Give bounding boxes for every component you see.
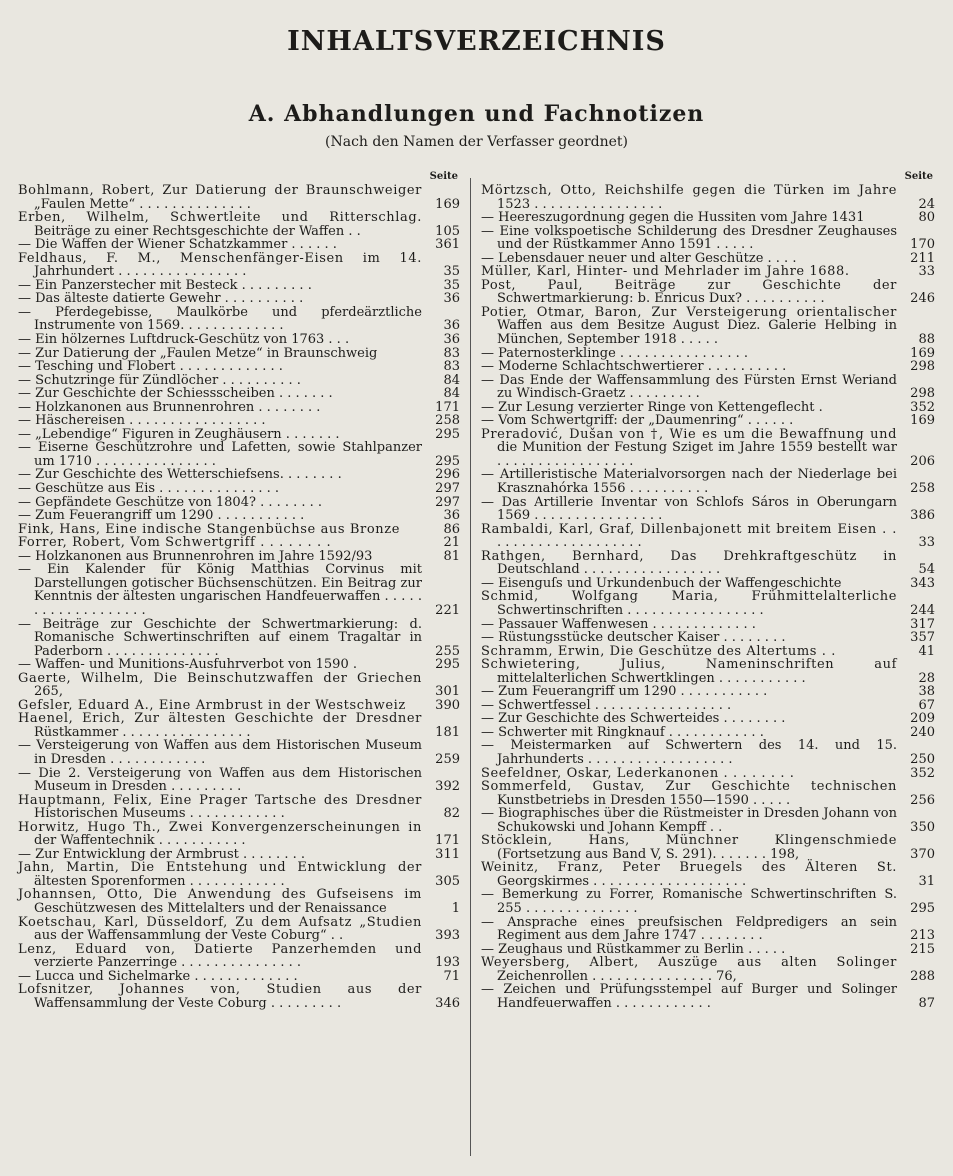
toc-entry-page: 317 [910,616,935,632]
toc-entry-title: Schramm, Erwin, Die Geschütze des Altertums . . [481,643,836,659]
toc-entry-page: 258 [910,481,935,497]
toc-entry-title: — Zum Feuerangriff um 1290 . . . . . . . . . . . [18,508,305,524]
toc-entry [18,672,460,699]
toc-entry [481,468,935,495]
column-divider [470,178,471,1156]
toc-entry-page: 352 [910,399,935,415]
toc-entry-page: 36 [443,318,460,334]
toc-entry-title: — Holzkanonen aus Brunnenrohren . . . . . . . . [18,399,321,415]
toc-entry-title: — Das Ende der Waffensammlung des Fürsten Ernst Weriand zu Windisch-Graetz . . . . . . . . . [481,372,897,402]
toc-entry [18,414,460,428]
toc-entry [18,848,460,862]
toc-entry [481,347,935,361]
toc-entry-title: Schwietering, Julius, Nameninschriften auf mittelalterlichen Schwertklingen . . . . . . . . . . . [481,657,897,686]
toc-entry-title: — Zur Geschichte des Wetterschiefsens. . . . . . . . [18,467,342,483]
toc-entry-page: 386 [910,508,935,524]
toc-entry-title: — Lucca und Sichelmarke . . . . . . . . . . . . . [18,968,298,984]
toc-entry [481,252,935,266]
toc-entry-page: 255 [435,643,460,659]
toc-entry [18,983,460,1010]
toc-entry-title: — Schwerter mit Ringknauf . . . . . . . . . . . . [481,724,764,740]
toc-entry-page: 297 [435,494,460,510]
toc-entry [481,834,935,861]
toc-entry [18,401,460,415]
toc-entry-page: 244 [910,602,935,618]
section-subtitle: (Nach den Namen der Verfasser geordnet) [325,134,628,150]
toc-entry [481,265,935,279]
toc-entry-title: Lofsnitzer, Johannes von, Studien aus der Waffensammlung der Veste Coburg . . . . . . . . . [18,982,422,1011]
toc-entry-page: 392 [435,779,460,795]
toc-entry [481,645,935,659]
toc-entry [481,767,935,781]
toc-entry-page: 28 [918,670,935,686]
toc-entry-page: 357 [910,630,935,646]
toc-entry-title: Rambaldi, Karl, Graf, Dillenbajonett mit breitem Eisen . . . . . . . . . . . . . . . . . . . . [481,521,897,551]
toc-entry-page: 33 [918,264,935,280]
toc-entry-page: 259 [435,751,460,767]
toc-entry [18,441,460,468]
toc-entry [18,482,460,496]
toc-entry-title: — Ein hölzernes Luftdruck-Geschütz von 1763 . . . [18,332,350,348]
right-entry-list [481,184,935,1010]
toc-entry-title: — Häschereisen . . . . . . . . . . . . . . . . . [18,413,266,429]
page-column-label: Seite [429,171,458,182]
toc-entry [481,401,935,415]
toc-entry-title: Erben, Wilhelm, Schwertleite und Ritterschlag. Beiträge zu einer Rechtsgeschichte der Waffen . . [18,210,422,239]
toc-entry-title: — Eisenguſs und Urkundenbuch der Waffengeschichte [481,575,842,591]
toc-entry-title: — Heereszugordnung gegen die Hussiten vom Jahre 1431 [481,210,865,226]
toc-entry-title: — Zeichen und Prüfungsstempel auf Burger und Solinger Handfeuerwaffen . . . . . . . . . . . . [481,982,897,1011]
toc-entry [481,577,935,591]
toc-entry [481,360,935,374]
toc-entry [18,536,460,550]
toc-entry-page: 390 [435,697,460,713]
toc-entry [18,739,460,766]
toc-entry [18,888,460,915]
toc-entry-page: 215 [910,941,935,957]
toc-entry [481,726,935,740]
toc-entry [18,916,460,943]
toc-entry-title: Weyersberg, Albert, Auszüge aus alten Solinger Zeichenrollen . . . . . . . . . . . . . . . 76, [481,955,897,984]
toc-entry [18,428,460,442]
toc-entry [18,658,460,672]
toc-entry-page: 24 [918,196,935,212]
toc-entry [18,347,460,361]
toc-entry-page: 258 [435,413,460,429]
toc-entry-page: 295 [435,426,460,442]
toc-entry-title: Gefsler, Eduard A., Eine Armbrust in der Westschweiz [18,697,406,713]
toc-entry [18,550,460,564]
toc-entry-title: — Bemerkung zu Forrer, Romanische Schwertinschriften S. 255 . . . . . . . . . . . . . . [481,887,897,916]
toc-entry [18,618,460,659]
toc-entry [481,888,935,915]
toc-entry-page: 213 [910,928,935,944]
page-column-label: Seite [904,171,933,182]
toc-entry [481,550,935,577]
right-column [481,170,935,1010]
toc-entry-page: 83 [443,345,460,361]
toc-entry [18,794,460,821]
toc-entry [18,712,460,739]
toc-entry-page: 352 [910,765,935,781]
toc-entry-title: — Pferdegebisse, Maulkörbe und pferdeärztliche Instrumente von 1569. . . . . . . . . . . . . [18,304,422,334]
toc-entry-title: — Passauer Waffenwesen . . . . . . . . . . . . . [481,616,756,632]
toc-entry-title: — Waffen- und Munitions-Ausfuhrverbot von 1590 . [18,657,357,673]
toc-entry-title: — Versteigerung von Waffen aus dem Historischen Museum in Dresden . . . . . . . . . . . . [18,738,422,767]
toc-entry-title: — Holzkanonen aus Brunnenrohren im Jahre 1592/93 [18,548,373,564]
toc-entry-title: — Eine volkspoetische Schilderung des Dresdner Zeughauses und der Rüstkammer Anno 1591 . . . . . [481,223,897,253]
toc-entry-page: 209 [910,711,935,727]
toc-entry-title: — Zur Geschichte der Schiessscheiben . . . . . . . [18,386,333,402]
toc-entry-title: — Zeughaus und Rüstkammer zu Berlin . . . . . [481,941,786,957]
toc-entry-title: Johannsen, Otto, Die Anwendung des Gufseisens im Geschützwesen des Mittelalters und der Renaissance [18,887,422,916]
toc-entry-page: 346 [435,995,460,1011]
toc-entry-page: 84 [443,386,460,402]
toc-entry [18,184,460,211]
toc-entry-title: Schmid, Wolfgang Maria, Frühmittelalterliche Schwertinschriften . . . . . . . . . . . . . . . . . [481,589,897,618]
toc-entry-page: 169 [435,196,460,212]
toc-entry-title: Horwitz, Hugo Th., Zwei Konvergenzerscheinungen in der Waffentechnik . . . . . . . . . . . [18,819,422,849]
toc-entry-title: — Schwertfessel . . . . . . . . . . . . . . . . . [481,697,732,713]
toc-entry-page: 211 [910,250,935,266]
toc-entry-title: — Zur Geschichte des Schwerteides . . . . . . . . [481,711,786,727]
toc-entry-title: Weinitz, Franz, Peter Bruegels des Älteren St. Georgskirmes . . . . . . . . . . . . . . . . . . . [481,860,897,889]
toc-entry [18,374,460,388]
toc-entry [481,631,935,645]
toc-entry-title: — Die Waffen der Wiener Schatzkammer . . . . . . [18,237,337,253]
toc-entry-page: 83 [443,359,460,375]
toc-entry [481,428,935,469]
toc-entry-page: 171 [435,399,460,415]
toc-entry [18,821,460,848]
toc-entry-page: 193 [435,955,460,971]
toc-entry-page: 305 [435,873,460,889]
toc-entry-page: 221 [435,602,460,618]
toc-entry [481,739,935,766]
toc-entry-title: — Beiträge zur Geschichte der Schwertmarkierung: d. Romanische Schwertinschriften auf einem Tragaltar in Paderborn . . . . . . . . . . . . . . [18,616,422,659]
toc-entry-title: — „Lebendige“ Figuren in Zeughäusern . . . . . . . [18,426,340,442]
toc-entry [481,658,935,685]
toc-entry-page: 81 [443,548,460,564]
left-column [18,170,460,1010]
toc-entry-title: — Zum Feuerangriff um 1290 . . . . . . . . . . . [481,684,768,700]
toc-entry-title: — Schutzringe für Zündlöcher . . . . . . . . . . [18,372,301,388]
page-title: INHALTSVERZEICHNIS [287,26,666,57]
toc-entry [18,509,460,523]
toc-entry-title: Bohlmann, Robert, Zur Datierung der Braunschweiger „Faulen Mette“ . . . . . . . . . . . . . . [18,183,422,212]
toc-entry-page: 54 [918,562,935,578]
toc-entry [481,956,935,983]
toc-entry-page: 296 [435,467,460,483]
toc-entry-page: 1 [451,900,460,916]
toc-entry-page: 41 [918,643,935,659]
toc-entry-page: 288 [910,968,935,984]
toc-entry-title: Fink, Hans, Eine indische Stangenbüchse aus Bronze [18,521,401,537]
toc-entry [481,916,935,943]
toc-entry [481,211,935,225]
toc-entry-title: Müller, Karl, Hinter- und Mehrlader im Jahre 1688. [481,264,850,280]
toc-entry-page: 87 [918,995,935,1011]
toc-entry-page: 169 [910,345,935,361]
toc-entry-title: — Biographisches über die Rüstmeister in Dresden Johann von Schukowski und Johann Kempff . . [481,806,897,835]
toc-entry-title: — Artilleristische Materialvorsorgen nach der Niederlage bei Krasznahórka 1556 . . . . . . . . . . [481,467,897,497]
toc-entry [481,414,935,428]
toc-entry [18,360,460,374]
toc-entry [481,496,935,523]
toc-entry [481,712,935,726]
toc-entry-page: 256 [910,792,935,808]
toc-entry [18,292,460,306]
toc-entry-page: 350 [910,819,935,835]
toc-entry-title: — Lebensdauer neuer und alter Geschütze . . . . [481,250,797,266]
toc-entry-page: 206 [910,453,935,469]
toc-entry [481,780,935,807]
toc-entry-title: Jahn, Martin, Die Entstehung und Entwicklung der ältesten Sporenformen . . . . . . . . . . . . [18,860,422,889]
toc-entry-page: 35 [443,277,460,293]
toc-entry [481,699,935,713]
toc-entry [481,861,935,888]
toc-entry [18,943,460,970]
toc-entry-page: 82 [443,806,460,822]
toc-entry-page: 298 [910,359,935,375]
toc-entry-title: — Das Artillerie Inventar von Schlofs Sáros in Oberungarn 1569 . . . . . . . . . . . . . . . . [481,494,897,524]
toc-entry [481,225,935,252]
toc-entry [481,983,935,1010]
toc-entry-title: — Die 2. Versteigerung von Waffen aus dem Historischen Museum in Dresden . . . . . . . . . [18,765,422,795]
toc-entry-page: 169 [910,413,935,429]
toc-entry [18,699,460,713]
toc-entry-title: Feldhaus, F. M., Menschenfänger-Eisen im 14. Jahrhundert . . . . . . . . . . . . . . . . [18,250,422,280]
toc-entry [18,333,460,347]
toc-entry-page: 84 [443,372,460,388]
toc-entry [18,523,460,537]
toc-entry-page: 105 [435,223,460,239]
toc-entry-title: Post, Paul, Beiträge zur Geschichte der Schwertmarkierung: b. Enricus Dux? . . . . . . . . . . [481,277,897,307]
toc-entry [18,970,460,984]
toc-entry-title: Gaerte, Wilhelm, Die Beinschutzwaffen der Griechen 265, [18,670,422,700]
toc-entry [481,590,935,617]
toc-entry-title: — Rüstungsstücke deutscher Kaiser . . . . . . . . [481,630,786,646]
toc-entry-title: — Ansprache eines preufsischen Feldpredigers an sein Regiment aus dem Jahre 1747 . . . . . . . . [481,914,897,944]
toc-entry-title: Sommerfeld, Gustav, Zur Geschichte technischen Kunstbetriebs in Dresden 1550—1590 . . . . . [481,779,897,808]
toc-entry-title: Potier, Otmar, Baron, Zur Versteigerung orientalischer Waffen aus dem Besitze August Diez. Galerie Helbing in München, September 1918 . . . . . [481,304,897,348]
toc-entry-title: — Paternosterklinge . . . . . . . . . . . . . . . . [481,345,748,361]
toc-entry-page: 246 [910,291,935,307]
toc-entry-title: — Gepfändete Geschütze von 1804? . . . . . . . . [18,494,323,510]
toc-entry-page: 71 [443,968,460,984]
toc-entry [481,943,935,957]
toc-entry-page: 86 [443,521,460,537]
toc-entry-page: 295 [435,657,460,673]
toc-entry [18,767,460,794]
toc-entry-page: 170 [910,237,935,253]
toc-entry-title: Lenz, Eduard von, Datierte Panzerhemden und verzierte Panzerringe . . . . . . . . . . . . . . . [18,941,422,971]
toc-entry-title: — Zur Lesung verzierter Ringe von Kettengeflecht . [481,399,823,415]
toc-entry-title: — Eiserne Geschützrohre und Lafetten, sowie Stahlpanzer um 1710 . . . . . . . . . . . . . . . [18,440,422,469]
toc-entry-page: 88 [918,332,935,348]
toc-entry-page: 250 [910,751,935,767]
toc-entry-title: Koetschau, Karl, Düsseldorf, Zu dem Aufsatz „Studien aus der Waffensammlung der Veste Coburg“ . . [18,914,422,944]
toc-entry [481,618,935,632]
toc-entry [18,563,460,617]
toc-entry [18,468,460,482]
toc-entry [18,211,460,238]
toc-entry-page: 370 [910,846,935,862]
toc-entry [481,306,935,347]
toc-entry-page: 298 [910,386,935,402]
toc-entry-title: Haenel, Erich, Zur ältesten Geschichte der Dresdner Rüstkammer . . . . . . . . . . . . . . . . [18,711,422,740]
toc-entry-title: — Meistermarken auf Schwertern des 14. und 15. Jahrhunderts . . . . . . . . . . . . . . . . . . [481,738,897,767]
toc-entry-page: 36 [443,508,460,524]
toc-entry-page: 295 [910,900,935,916]
toc-entry-title: Forrer, Robert, Vom Schwertgriff . . . . . . . . [18,535,332,551]
toc-entry-title: — Zur Datierung der „Faulen Metze“ in Braunschweig [18,345,378,361]
toc-entry-title: — Ein Kalender für König Matthias Corvinus mit Darstellungen gotischer Büchsenschützen. Ein Beitrag zur Kenntnis der ältesten ungarischen Handfeuerwaffen . . . . . . . . . . . . . . . . . . . [18,562,422,618]
toc-entry [18,252,460,279]
toc-entry-page: 295 [435,453,460,469]
toc-entry-page: 36 [443,291,460,307]
toc-entry [481,807,935,834]
toc-entry [18,387,460,401]
toc-entry [18,861,460,888]
toc-entry [18,306,460,333]
toc-entry-page: 21 [443,535,460,551]
toc-entry [481,685,935,699]
toc-entry-page: 361 [435,237,460,253]
toc-entry-page: 36 [443,332,460,348]
toc-entry-title: Preradović, Dušan von †, Wie es um die Bewaffnung und die Munition der Festung Sziget im Jahre 1559 bestellt war . . . . . . . . . . . . . . . . . [481,426,897,469]
toc-entry [481,184,935,211]
toc-entry-title: — Tesching und Flobert . . . . . . . . . . . . . [18,359,283,375]
toc-entry-page: 35 [443,264,460,280]
toc-entry-page: 67 [918,697,935,713]
toc-entry-title: Seefeldner, Oskar, Lederkanonen . . . . . . . . [481,765,795,781]
toc-entry [18,496,460,510]
toc-entry-page: 311 [435,846,460,862]
toc-entry-title: — Ein Panzerstecher mit Besteck . . . . . . . . . [18,277,312,293]
toc-entry-page: 301 [435,684,460,700]
toc-entry-page: 171 [435,833,460,849]
section-title: A. Abhandlungen und Fachnotizen [248,101,705,127]
toc-entry-title: Rathgen, Bernhard, Das Drehkraftgeschütz in Deutschland . . . . . . . . . . . . . . . . . [481,548,897,578]
toc-entry-title: — Geschütze aus Eis . . . . . . . . . . . . . . . [18,481,280,497]
toc-entry [481,279,935,306]
toc-entry-title: — Vom Schwertgriff: der „Daumenring“ . . . . . . [481,413,794,429]
toc-entry-title: — Moderne Schlachtschwertierer . . . . . . . . . . [481,359,787,375]
toc-entry-page: 31 [918,873,935,889]
left-entry-list [18,184,460,1010]
toc-entry-title: — Das älteste datierte Gewehr . . . . . . . . . . [18,291,304,307]
toc-entry-title: Stöcklein, Hans, Münchner Klingenschmiede (Fortsetzung aus Band V, S. 291). . . . . . . 198, [481,833,897,862]
toc-entry-page: 181 [435,724,460,740]
toc-entry-page: 393 [435,928,460,944]
toc-entry [481,523,935,550]
toc-entry-page: 297 [435,481,460,497]
toc-entry-title: Hauptmann, Felix, Eine Prager Tartsche des Dresdner Historischen Museums . . . . . . . . . . . . [18,792,422,822]
toc-entry [481,374,935,401]
toc-entry-page: 80 [918,210,935,226]
toc-entry-title: — Zur Entwicklung der Armbrust . . . . . . . . [18,846,305,862]
toc-entry-page: 240 [910,724,935,740]
toc-entry [18,238,460,252]
toc-entry-page: 33 [918,535,935,551]
toc-entry-page: 38 [918,684,935,700]
toc-entry [18,279,460,293]
toc-entry-page: 343 [910,575,935,591]
toc-entry-title: Mörtzsch, Otto, Reichshilfe gegen die Türken im Jahre 1523 . . . . . . . . . . . . . . . . [481,183,897,212]
